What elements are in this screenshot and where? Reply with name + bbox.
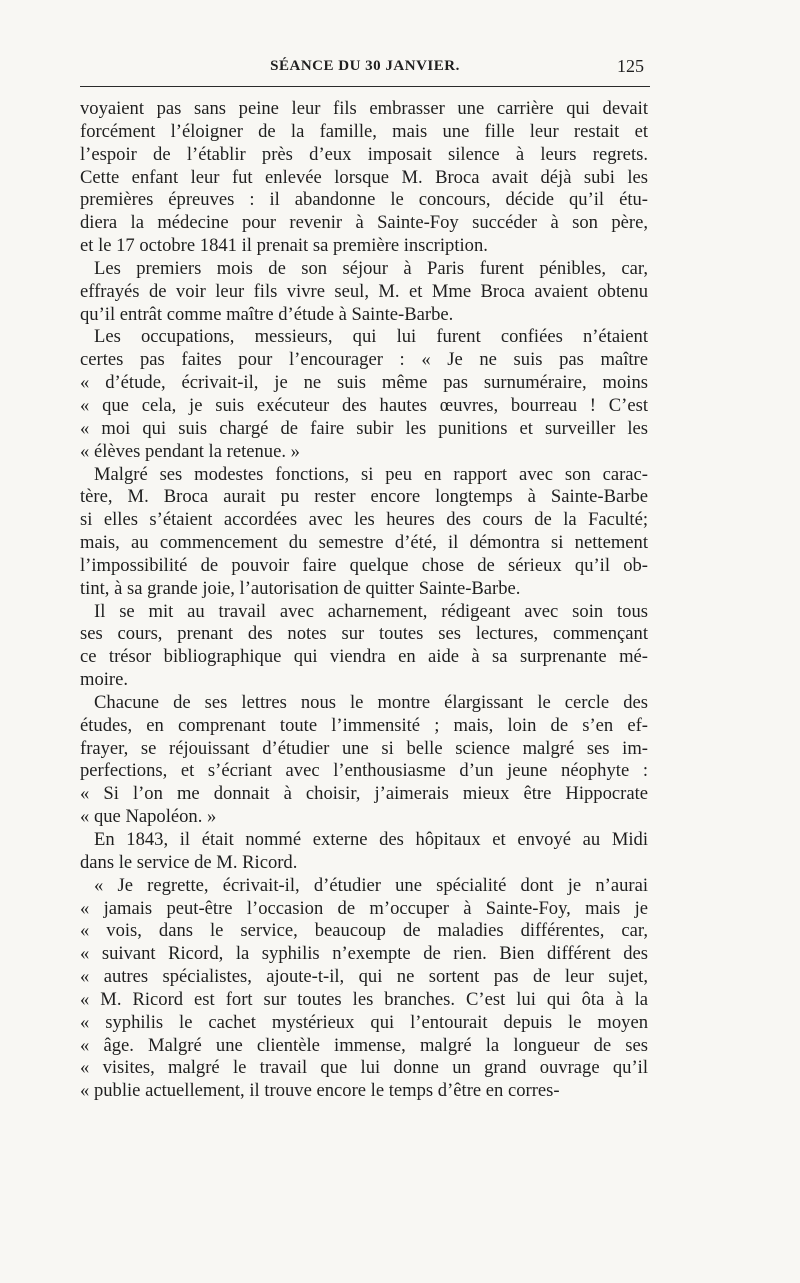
- text-line: perfections, et s’écriant avec l’enthousiasme d’un jeune néophyte :: [80, 760, 648, 782]
- text-line: tint, à sa grande joie, l’autorisation de quitter Sainte-Barbe.: [80, 577, 521, 599]
- running-head: [80, 58, 650, 88]
- text-line: Il se mit au travail avec acharnement, rédigeant avec soin tous: [94, 600, 648, 622]
- text-line: qu’il entrât comme maître d’étude à Sainte-Barbe.: [80, 303, 454, 325]
- text-line: « syphilis le cachet mystérieux qui l’entourait depuis le moyen: [80, 1011, 648, 1033]
- text-line: Chacune de ses lettres nous le montre élargissant le cercle des: [94, 691, 648, 713]
- text-line: frayer, se réjouissant d’étudier une si belle science malgré ses im-: [80, 737, 648, 759]
- text-line: l’espoir de l’établir près d’eux imposait silence à leurs regrets.: [80, 143, 648, 165]
- text-line: En 1843, il était nommé externe des hôpitaux et envoyé au Midi: [94, 829, 648, 850]
- text-line: « que cela, je suis exécuteur des hautes œuvres, bourreau ! C’est: [80, 394, 648, 416]
- text-line: « M. Ricord est fort sur toutes les branches. C’est lui qui ôta à la: [80, 988, 648, 1010]
- text-line: « Si l’on me donnait à choisir, j’aimerais mieux être Hippocrate: [80, 783, 648, 805]
- text-line: ses cours, prenant des notes sur toutes ses lectures, commençant: [80, 623, 648, 645]
- text-line: l’impossibilité de pouvoir faire quelque chose de sérieux qu’il ob-: [80, 554, 648, 576]
- paragraph: [80, 875, 648, 1103]
- text-line: « jamais peut-être l’occasion de m’occuper à Sainte-Foy, mais je: [80, 897, 648, 919]
- text-line: « que Napoléon. »: [80, 806, 217, 828]
- text-line: Les occupations, messieurs, qui lui furent confiées n’étaient: [94, 326, 648, 348]
- text-line: voyaient pas sans peine leur fils embrasser une carrière qui devait: [80, 98, 648, 119]
- text-line: dans le service de M. Ricord.: [80, 851, 298, 873]
- text-line: forcément l’éloigner de la famille, mais une fille leur restait et: [80, 120, 648, 142]
- text-line: Les premiers mois de son séjour à Paris furent pénibles, car,: [94, 257, 648, 279]
- text-line: études, en comprenant toute l’immensité ; mais, loin de s’en ef-: [80, 714, 648, 736]
- text-line: « moi qui suis chargé de faire subir les punitions et surveiller les: [80, 417, 648, 439]
- paragraph: [80, 326, 648, 463]
- paragraph: [80, 601, 648, 692]
- text-line: « Je regrette, écrivait-il, d’étudier une spécialité dont je n’aurai: [94, 874, 648, 896]
- text-line: « vois, dans le service, beaucoup de maladies différentes, car,: [80, 920, 648, 942]
- page-number: 125: [617, 56, 644, 76]
- text-line: « âge. Malgré une clientèle immense, malgré la longueur de ses: [80, 1034, 648, 1056]
- text-line: mais, au commencement du semestre d’été, il démontra si nettement: [80, 532, 648, 554]
- text-line: « élèves pendant la retenue. »: [80, 440, 300, 462]
- text-line: tère, M. Broca aurait pu rester encore longtemps à Sainte-Barbe: [80, 486, 648, 508]
- text-line: Malgré ses modestes fonctions, si peu en rapport avec son carac-: [94, 463, 648, 485]
- header-rule: [80, 86, 650, 87]
- text-line: si elles s’étaient accordées avec les heures des cours de la Faculté;: [80, 509, 648, 531]
- paragraph: [80, 692, 648, 829]
- text-line: Cette enfant leur fut enlevée lorsque M. Broca avait déjà subi les: [80, 166, 648, 188]
- text-line: certes pas faites pour l’encourager : « Je ne suis pas maître: [80, 349, 648, 371]
- text-line: et le 17 octobre 1841 il prenait sa première inscription.: [80, 235, 488, 257]
- text-line: premières épreuves : il abandonne le concours, décide qu’il étu-: [80, 189, 648, 211]
- text-line: « d’étude, écrivait-il, je ne suis même pas surnuméraire, moins: [80, 372, 648, 394]
- text-line: effrayés de voir leur fils vivre seul, M. et Mme Broca avaient obtenu: [80, 280, 648, 302]
- text-line: diera la médecine pour revenir à Sainte-Foy succéder à son père,: [80, 212, 648, 234]
- body-text: [80, 98, 648, 1103]
- paragraph: [80, 98, 648, 258]
- text-line: « suivant Ricord, la syphilis n’exempte de rien. Bien différent des: [80, 943, 648, 965]
- text-line: « publie actuellement, il trouve encore le temps d’être en corres-: [80, 1080, 560, 1102]
- paragraph: [80, 464, 648, 601]
- running-title: SÉANCE DU 30 JANVIER.: [270, 58, 460, 74]
- paragraph: [80, 258, 648, 327]
- paragraph: [80, 829, 648, 875]
- text-line: « visites, malgré le travail que lui donne un grand ouvrage qu’il: [80, 1057, 648, 1079]
- text-line: ce trésor bibliographique qui viendra en aide à sa surprenante mé-: [80, 646, 648, 668]
- text-line: « autres spécialistes, ajoute-t-il, qui ne sortent pas de leur sujet,: [80, 966, 648, 988]
- text-line: moire.: [80, 669, 129, 691]
